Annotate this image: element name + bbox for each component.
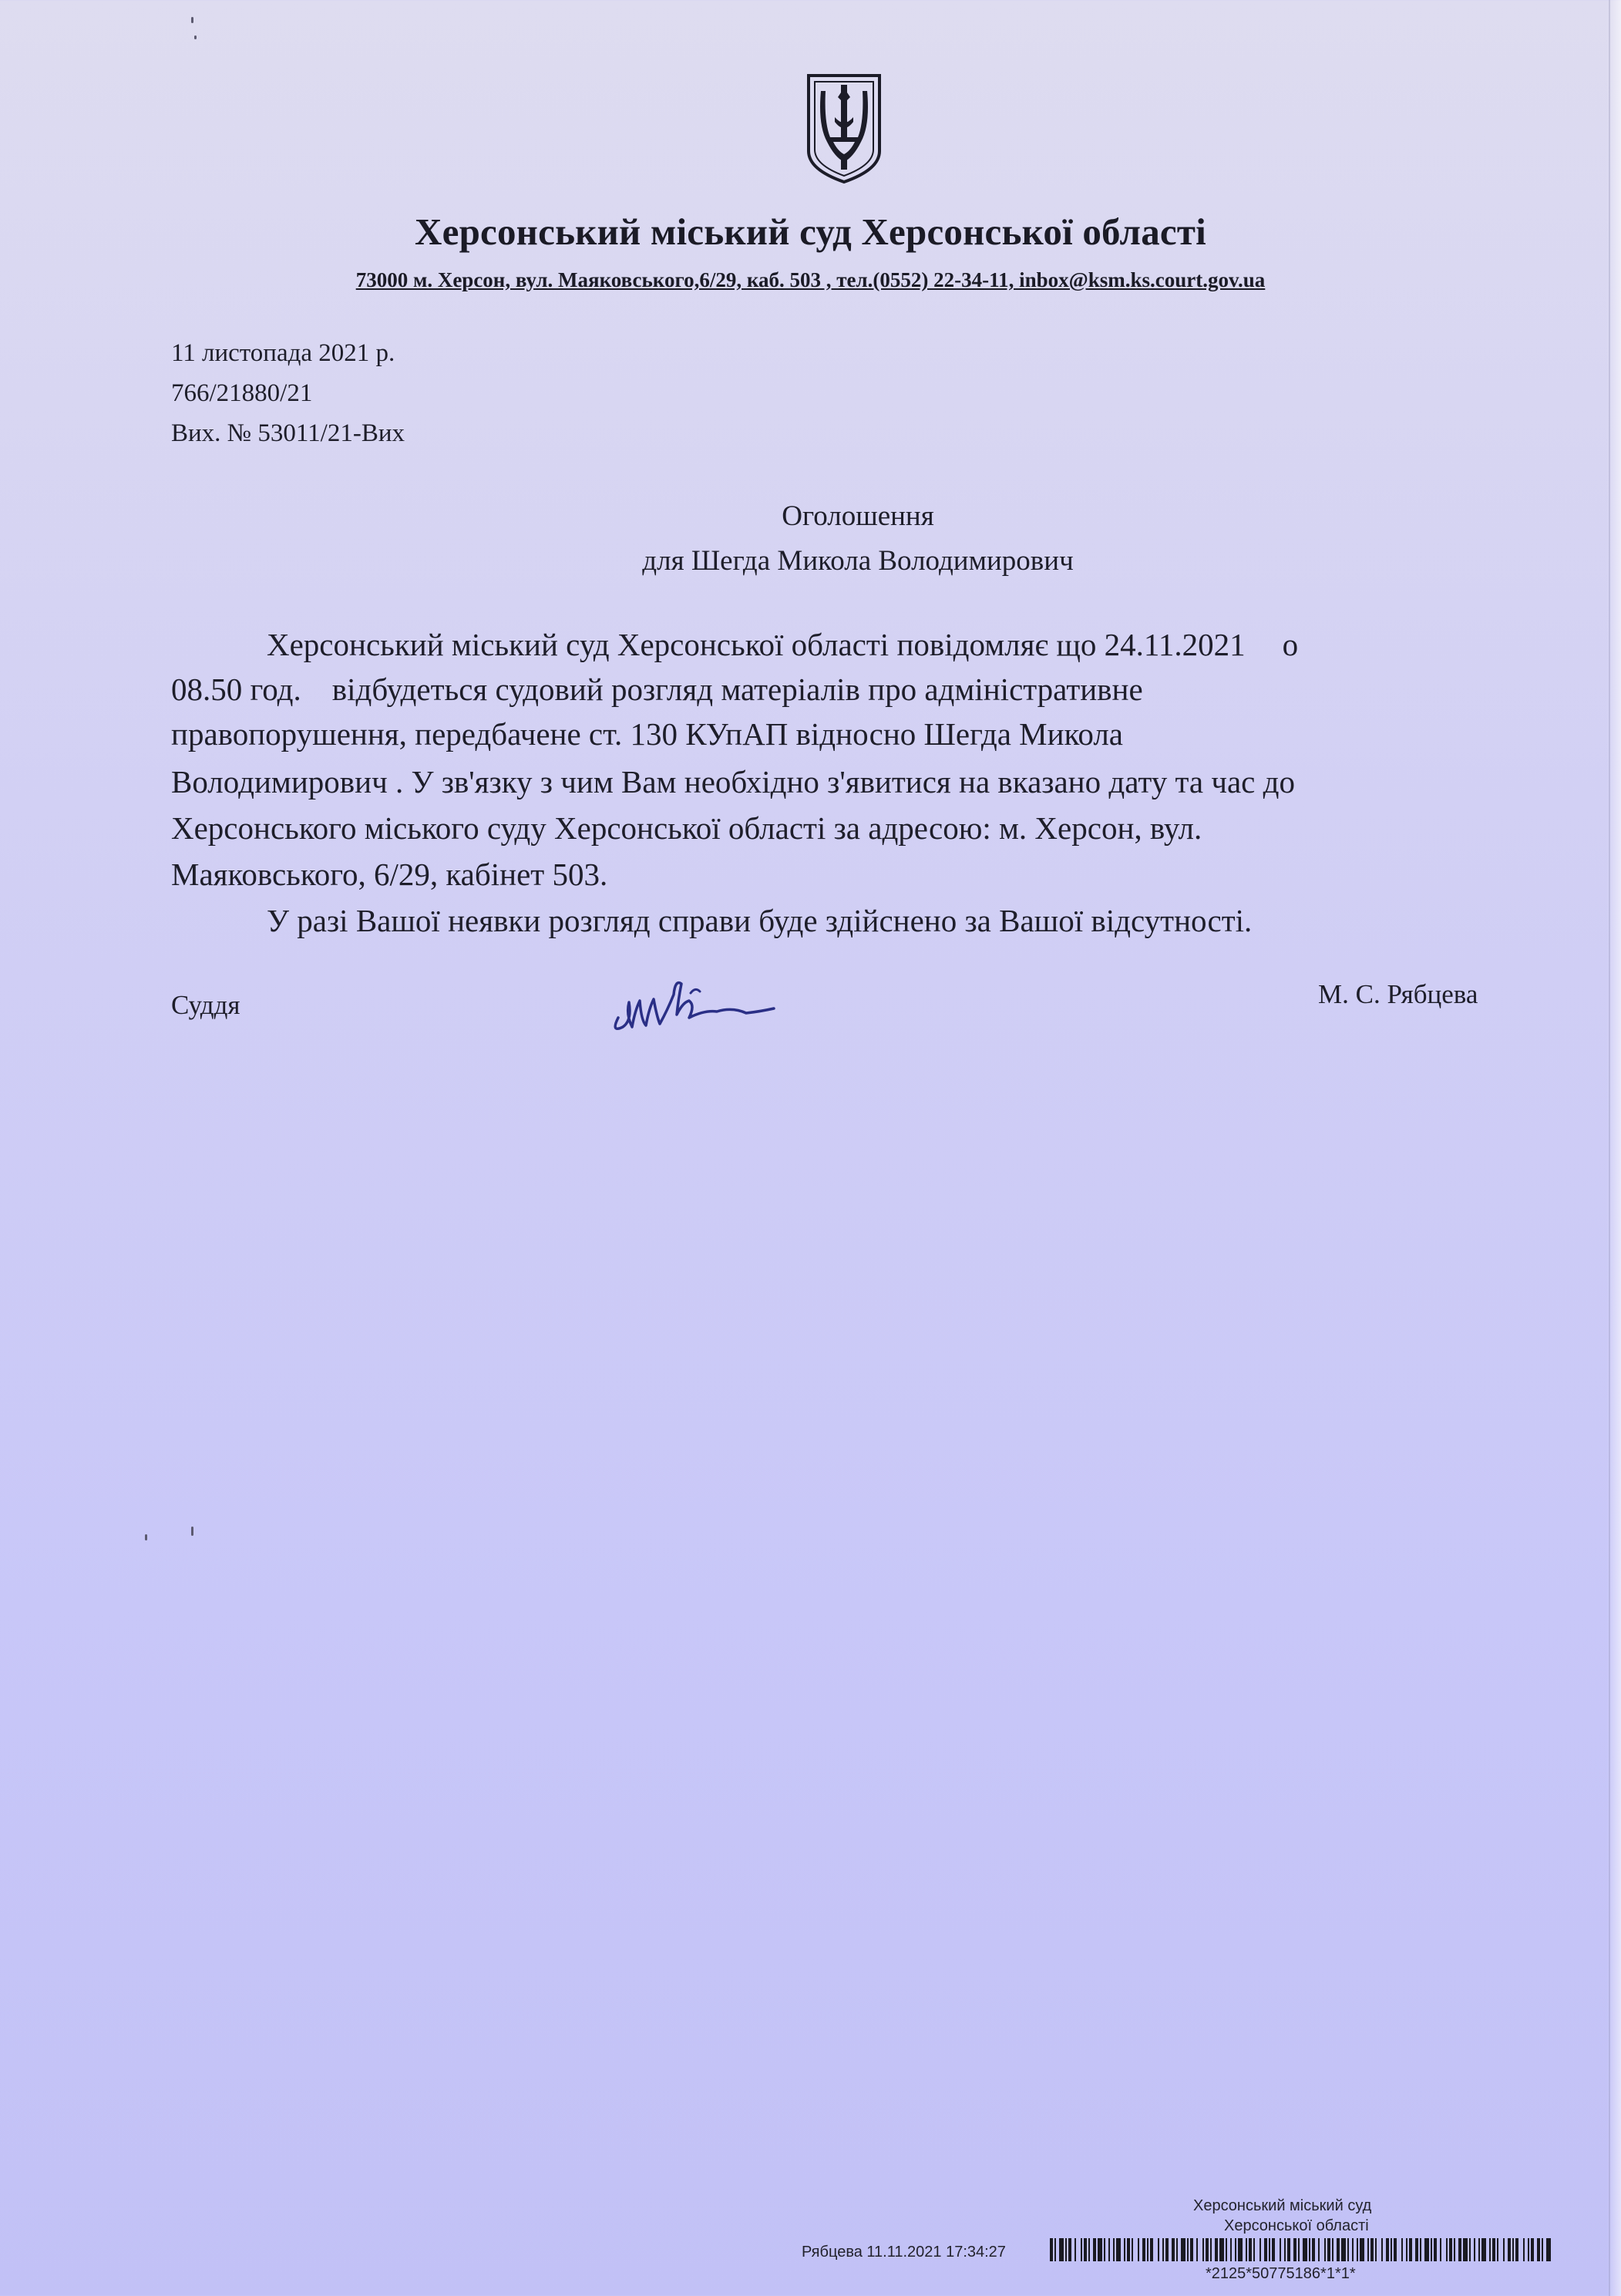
barcode-bar: [1531, 2238, 1534, 2261]
barcode-bar: [1357, 2238, 1358, 2261]
barcode-bar: [1059, 2238, 1064, 2261]
barcode-bar: [1528, 2238, 1529, 2261]
barcode-bar: [1503, 2238, 1505, 2261]
barcode-bar: [1264, 2238, 1267, 2261]
barcode-bar: [1162, 2238, 1164, 2261]
barcode-bar: [1406, 2238, 1407, 2261]
page-edge-line: [1609, 0, 1610, 2296]
barcode-bar: [1469, 2238, 1471, 2261]
barcode-bar: [1230, 2238, 1232, 2261]
barcode-bar: [1401, 2238, 1403, 2261]
hearing-time: 08.50 год.: [171, 672, 301, 707]
barcode-bar: [1202, 2238, 1204, 2261]
barcode-bar: [1458, 2238, 1461, 2261]
barcode-bar: [1434, 2238, 1437, 2261]
barcode-bar: [1523, 2238, 1525, 2261]
barcode-bar: [1088, 2238, 1090, 2261]
body-line-5: Херсонського міського суду Херсонської області за адресою: м. Херсон, вул.: [171, 810, 1202, 846]
barcode-bar: [1409, 2238, 1412, 2261]
footer-court-line-1: Херсонський міський суд: [1193, 2197, 1372, 2214]
barcode-bar: [1367, 2238, 1369, 2261]
footer-court-line-2: Херсонської області: [1224, 2217, 1369, 2234]
barcode-bar: [1226, 2238, 1227, 2261]
barcode-bar: [1187, 2238, 1189, 2261]
scan-speck: [191, 17, 193, 23]
barcode-bar: [1312, 2238, 1315, 2261]
barcode-bar: [1284, 2238, 1286, 2261]
barcode-bar: [1238, 2238, 1243, 2261]
barcode-bar: [1446, 2238, 1448, 2261]
body-line-2-text: відбудеться судовий розгляд матеріалів про адміністративне: [331, 672, 1143, 707]
barcode-bar: [1415, 2238, 1418, 2261]
case-number: 766/21880/21: [171, 379, 313, 407]
barcode-bar: [1176, 2238, 1178, 2261]
barcode-bar: [1124, 2238, 1125, 2261]
barcode-bar: [1515, 2238, 1518, 2261]
barcode-bar: [1347, 2238, 1349, 2261]
scan-speck: [145, 1534, 147, 1540]
barcode-bar: [1360, 2238, 1364, 2261]
barcode-bar: [1391, 2238, 1392, 2261]
notice-addressee: для Шегда Микола Володимирович: [642, 545, 1074, 577]
barcode-bar: [1293, 2238, 1296, 2261]
barcode-bar: [1497, 2238, 1498, 2261]
barcode-bar: [1449, 2238, 1452, 2261]
barcode-bar: [1093, 2238, 1096, 2261]
body-line-1: [267, 626, 1298, 663]
barcode-bar: [1075, 2238, 1076, 2261]
barcode-bar: [1132, 2238, 1133, 2261]
barcode-bar: [1196, 2238, 1198, 2261]
barcode-bar: [1481, 2238, 1486, 2261]
court-title: Херсонський міський суд Херсонської області: [415, 210, 1206, 253]
court-address: 73000 м. Херсон, вул. Маяковського,6/29, каб. 503 , тел.(0552) 22-34-11, inbox@ksm.ks.court.gov.ua: [355, 268, 1266, 291]
barcode-bar: [1489, 2238, 1491, 2261]
body-line-3: правопорушення, передбачене ст. 130 КУпАП відносно Шегда Микола: [171, 716, 1124, 752]
barcode-bar: [1127, 2238, 1130, 2261]
barcode-bar: [1381, 2238, 1383, 2261]
barcode-bar: [1537, 2238, 1540, 2261]
barcode-bar: [1054, 2238, 1056, 2261]
barcode-bar: [1165, 2238, 1169, 2261]
barcode-bar: [1235, 2238, 1236, 2261]
barcode-bar: [1108, 2238, 1110, 2261]
barcode-bar: [1431, 2238, 1432, 2261]
barcode-bar: [1113, 2238, 1115, 2261]
barcode-bar: [1172, 2238, 1175, 2261]
barcode-bar: [1327, 2238, 1330, 2261]
scan-speck: [191, 1527, 193, 1536]
barcode-bar: [1215, 2238, 1218, 2261]
barcode-bar: [1150, 2238, 1153, 2261]
body-line-7: У разі Вашої неявки розгляд справи буде здійснено за Вашої відсутності.: [267, 903, 1253, 938]
barcode-bar: [1158, 2238, 1159, 2261]
barcode-bar: [1337, 2238, 1340, 2261]
barcode-bar: [1370, 2238, 1374, 2261]
barcode-bar: [1478, 2238, 1480, 2261]
coat-of-arms-icon: [804, 71, 884, 185]
barcode-bar: [1272, 2238, 1275, 2261]
body-line-6: Маяковського, 6/29, кабінет 503.: [171, 857, 608, 892]
barcode-bar: [1542, 2238, 1543, 2261]
barcode-bar: [1508, 2238, 1511, 2261]
barcode-bar: [1210, 2238, 1212, 2261]
barcode-bar: [1249, 2238, 1252, 2261]
body-line-1-text: Херсонський міський суд Херсонської області повідомляє що 24.11.2021: [267, 627, 1246, 662]
barcode-bar: [1104, 2238, 1105, 2261]
barcode-bar: [1332, 2238, 1333, 2261]
barcode: [1050, 2238, 1551, 2261]
barcode-bar: [1546, 2238, 1551, 2261]
body-line-4: Володимирович . У зв'язку з чим Вам необхідно з'явитися на вказано дату та час до: [171, 764, 1295, 800]
barcode-bar: [1081, 2238, 1082, 2261]
barcode-bar: [1287, 2238, 1290, 2261]
barcode-bar: [1253, 2238, 1255, 2261]
barcode-bar: [1138, 2238, 1139, 2261]
barcode-bar: [1463, 2238, 1468, 2261]
barcode-bar: [1309, 2238, 1310, 2261]
barcode-bar: [1190, 2238, 1193, 2261]
barcode-bar: [1440, 2238, 1441, 2261]
barcode-bar: [1246, 2238, 1247, 2261]
document-date: 11 листопада 2021 р.: [171, 339, 395, 367]
notice-title: Оголошення: [782, 500, 934, 532]
scan-speck: [194, 35, 197, 39]
barcode-bar: [1375, 2238, 1377, 2261]
barcode-bar: [1324, 2238, 1326, 2261]
barcode-bar: [1492, 2238, 1495, 2261]
judge-role-label: Суддя: [171, 990, 240, 1020]
barcode-bar: [1068, 2238, 1071, 2261]
body-line-2: [171, 671, 1143, 708]
barcode-bar: [1420, 2238, 1421, 2261]
barcode-bar: [1269, 2238, 1270, 2261]
barcode-bar: [1394, 2238, 1397, 2261]
barcode-bar: [1298, 2238, 1300, 2261]
footer-signer-datetime: Рябцева 11.11.2021 17:34:27: [802, 2244, 1006, 2261]
judge-name: М. С. Рябцева: [1318, 979, 1478, 1009]
barcode-bar: [1318, 2238, 1320, 2261]
barcode-bar: [1512, 2238, 1514, 2261]
barcode-bar: [1424, 2238, 1429, 2261]
barcode-bar: [1219, 2238, 1224, 2261]
barcode-bar: [1147, 2238, 1148, 2261]
barcode-bar: [1474, 2238, 1475, 2261]
barcode-bar: [1259, 2238, 1261, 2261]
barcode-bar: [1303, 2238, 1307, 2261]
barcode-bar: [1341, 2238, 1346, 2261]
barcode-bar: [1065, 2238, 1067, 2261]
barcode-bar: [1206, 2238, 1209, 2261]
barcode-bar: [1454, 2238, 1455, 2261]
handwritten-signature: [609, 956, 802, 1041]
barcode-bar: [1352, 2238, 1354, 2261]
barcode-bar: [1084, 2238, 1087, 2261]
body-line-1-end: о: [1282, 627, 1299, 662]
barcode-text: *2125*50775186*1*1*: [1206, 2265, 1356, 2282]
outgoing-number: Вих. № 53011/21-Вих: [171, 419, 405, 447]
barcode-bar: [1116, 2238, 1121, 2261]
barcode-bar: [1181, 2238, 1185, 2261]
barcode-bar: [1386, 2238, 1389, 2261]
barcode-bar: [1280, 2238, 1281, 2261]
barcode-bar: [1050, 2238, 1053, 2261]
barcode-bar: [1142, 2238, 1145, 2261]
barcode-bar: [1098, 2238, 1102, 2261]
